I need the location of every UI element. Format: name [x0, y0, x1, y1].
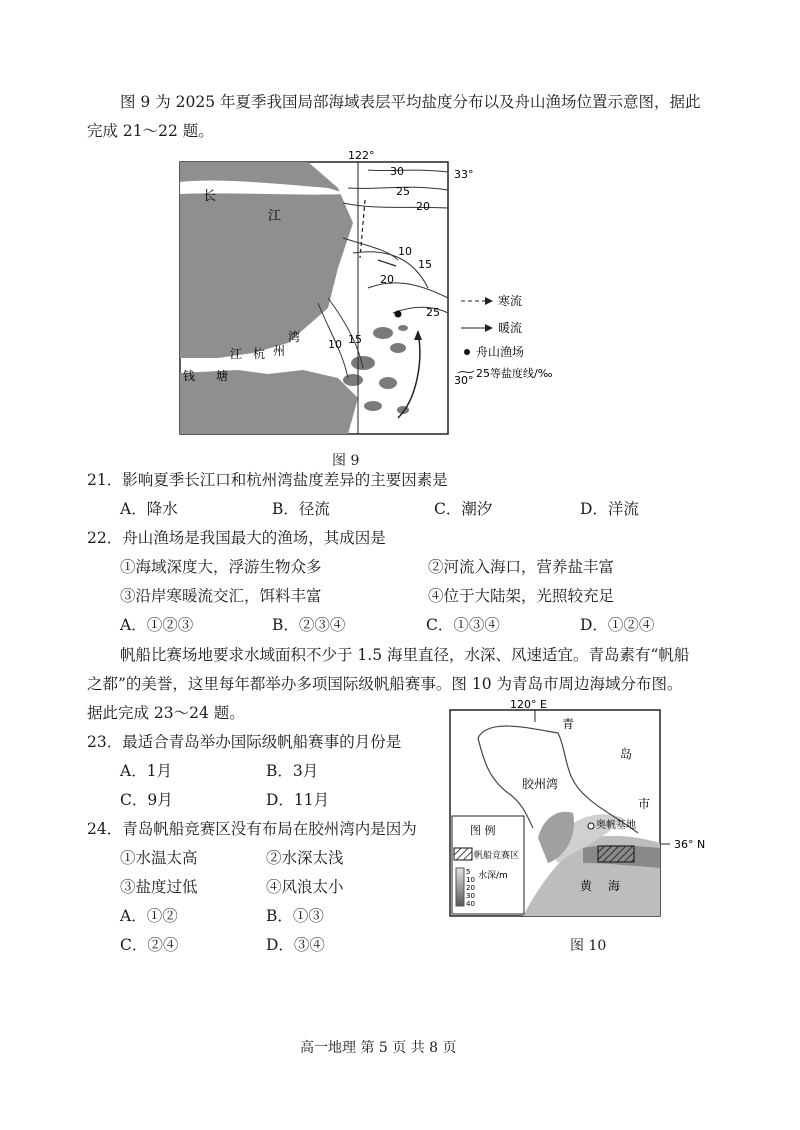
fig9-legend — [458, 293, 553, 380]
q22-option-c[interactable]: C．①③④ — [426, 616, 500, 634]
fig10-legend-depth: 水深/m — [478, 871, 508, 881]
fig10-legend-zone: 帆船竞赛区 — [474, 851, 520, 861]
figure-9-map — [178, 148, 618, 448]
iso-label-20: 20 — [416, 200, 430, 213]
q24-stem: 24．青岛帆船竞赛区没有布局在胶州湾内是因为 — [87, 820, 417, 838]
q24-option-c[interactable]: C．②④ — [120, 936, 179, 954]
place-zhou: 州 — [273, 344, 286, 358]
fig10-qing: 青 — [562, 717, 575, 731]
place-tang: 塘 — [216, 369, 229, 383]
land-south — [180, 370, 358, 434]
place-chang: 长 — [203, 189, 217, 204]
q21-option-a[interactable]: A．降水 — [120, 500, 178, 518]
depth-tick-20: 20 — [466, 884, 475, 892]
q23-option-c[interactable]: C．9月 — [120, 791, 173, 809]
q21-option-d[interactable]: D．洋流 — [580, 500, 639, 518]
q23-option-a[interactable]: A．1月 — [120, 762, 173, 780]
fig10-legend-title: 图 例 — [470, 824, 496, 837]
q22-item-1: ①海域深度大，浮游生物众多 — [120, 558, 322, 576]
page-footer: 高一地理 第 5 页 共 8 页 — [300, 1040, 457, 1056]
iso-label-10b: 10 — [328, 338, 342, 351]
depth-tick-30: 30 — [466, 892, 475, 900]
place-hang: 杭 — [253, 347, 266, 361]
q22-option-b[interactable]: B．②③④ — [272, 616, 346, 634]
place-jiang: 江 — [268, 209, 282, 224]
q22-stem: 22．舟山渔场是我国最大的渔场，其成因是 — [87, 529, 386, 547]
iso-label-30: 30 — [390, 165, 404, 178]
legend-warm: 暖流 — [498, 321, 523, 335]
intro1-line2: 完成 21～22 题。 — [87, 122, 214, 140]
q23-option-b[interactable]: B．3月 — [266, 762, 319, 780]
q24-item-1: ①水温太高 — [120, 849, 198, 867]
q22-item-4: ④位于大陆架，光照较充足 — [428, 587, 615, 605]
lon-122-label: 122° — [348, 149, 375, 162]
fig10-hai: 海 — [608, 879, 621, 893]
fig10-lon: 120° E — [510, 698, 547, 711]
figure-10-map — [448, 698, 718, 920]
fig9-caption: 图 9 — [332, 453, 360, 469]
q22-option-d[interactable]: D．①②④ — [580, 616, 655, 634]
q24-item-2: ②水深太浅 — [266, 849, 344, 867]
fig10-huang: 黄 — [580, 879, 593, 893]
fig10-base: 奥帆基地 — [596, 820, 636, 831]
iso-label-15: 15 — [418, 258, 432, 271]
legend-cold: 寒流 — [498, 294, 523, 308]
q22-item-3: ③沿岸寒暖流交汇，饵料丰富 — [120, 587, 322, 605]
legend-fishery: 舟山渔场 — [476, 345, 525, 359]
q22-item-2: ②河流入海口，营养盐丰富 — [428, 558, 615, 576]
place-wan: 湾 — [288, 330, 301, 344]
q23-option-d[interactable]: D．11月 — [266, 791, 330, 809]
depth-tick-5: 5 — [466, 868, 471, 876]
q23-stem: 23．最适合青岛举办国际级帆船赛事的月份是 — [87, 733, 402, 751]
lat-33-label: 33° — [454, 168, 474, 181]
q21-option-b[interactable]: B．径流 — [272, 500, 330, 518]
fig10-lat: 36° N — [674, 838, 706, 851]
iso-label-15b: 15 — [348, 333, 362, 346]
intro2-line2: 之都”的美誉，这里每年都举办多项国际级帆船赛事。图 10 为青岛市周边海域分布图。 — [87, 675, 683, 693]
iso-label-20b: 20 — [380, 273, 394, 286]
q24-option-b[interactable]: B．①③ — [266, 907, 324, 925]
iso-label-10: 10 — [398, 245, 412, 258]
fig10-bay: 胶州湾 — [522, 777, 559, 791]
depth-tick-40: 40 — [466, 900, 475, 908]
fig10-dao: 岛 — [620, 747, 633, 761]
q21-option-c[interactable]: C．潮汐 — [434, 500, 493, 518]
q24-option-a[interactable]: A．①② — [120, 907, 178, 925]
intro2-line3: 据此完成 23～24 题。 — [87, 704, 245, 722]
iso-label-25: 25 — [396, 185, 410, 198]
q24-item-4: ④风浪太小 — [266, 878, 344, 896]
q22-option-a[interactable]: A．①②③ — [120, 616, 194, 634]
fig10-caption: 图 10 — [570, 938, 607, 954]
iso-label-25b: 25 — [426, 306, 440, 319]
q24-item-3: ③盐度过低 — [120, 878, 198, 896]
lat-30-label: 30° — [454, 374, 474, 387]
place-jiang2: 江 — [230, 347, 243, 361]
place-qian: 钱 — [183, 369, 196, 383]
fig10-shi: 市 — [638, 797, 651, 811]
legend-isoline: 25等盐度线/‰ — [476, 367, 553, 380]
q21-stem: 21．影响夏季长江口和杭州湾盐度差异的主要因素是 — [87, 471, 448, 489]
intro1-line1: 图 9 为 2025 年夏季我国局部海域表层平均盐度分布以及舟山渔场位置示意图，据此 — [120, 93, 701, 111]
depth-tick-10: 10 — [466, 876, 475, 884]
q24-option-d[interactable]: D．③④ — [266, 936, 325, 954]
intro2-line1: 帆船比赛场地要求水域面积不少于 1.5 海里直径，水深、风速适宜。青岛素有“帆船 — [120, 646, 690, 664]
